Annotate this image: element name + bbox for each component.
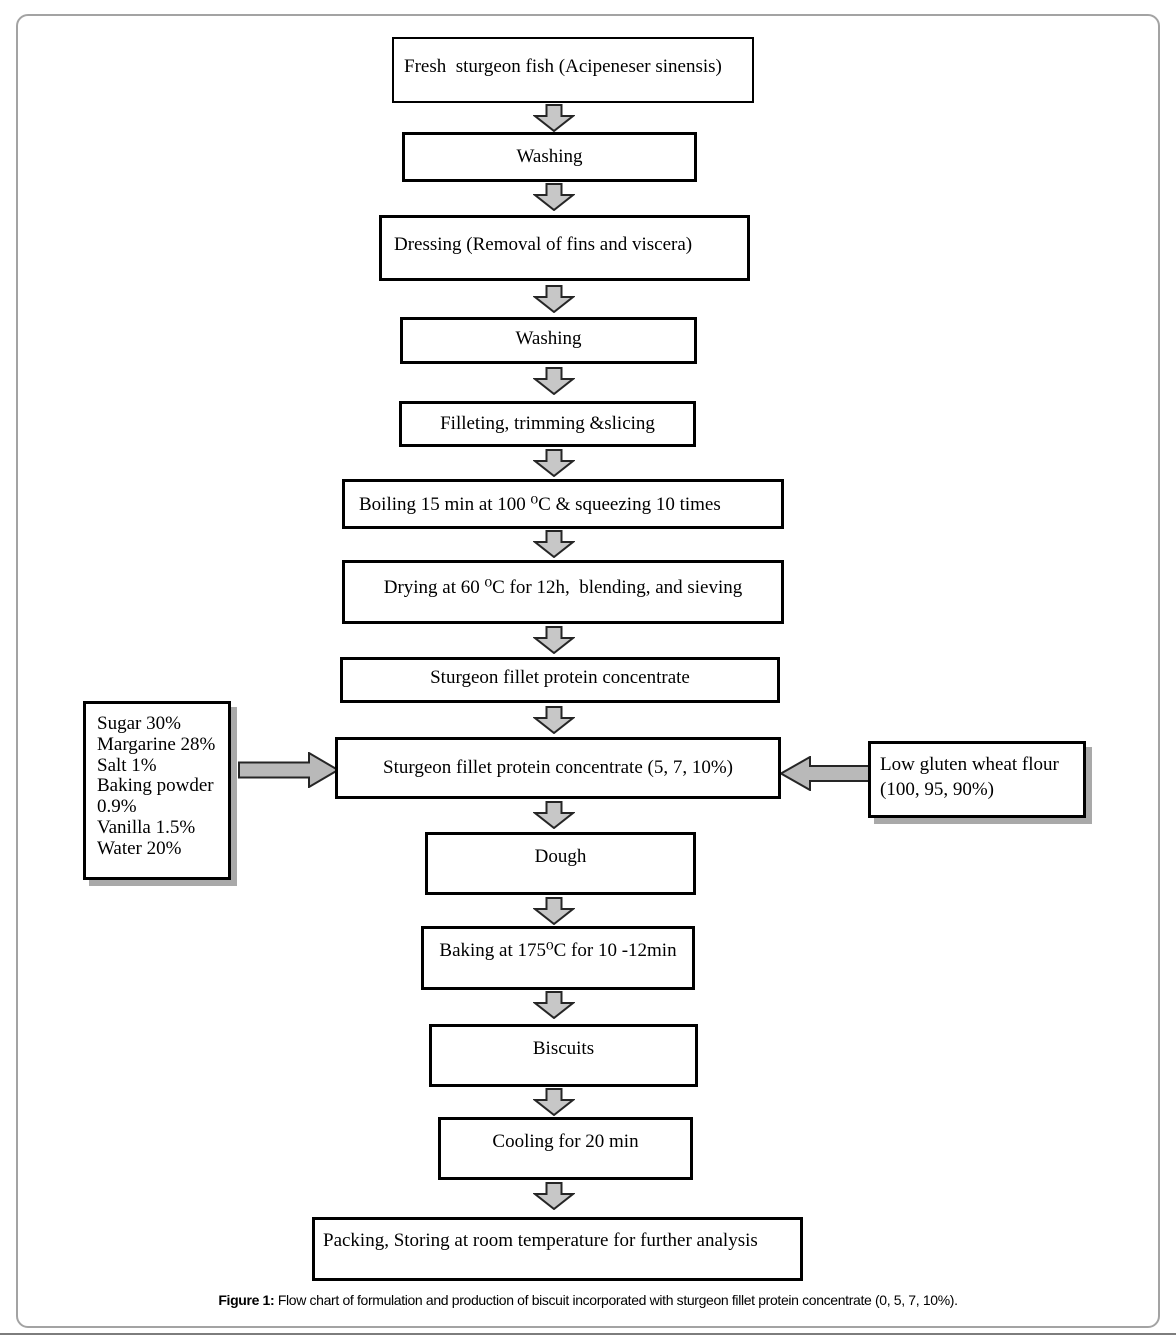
ingredient-line: Baking powder — [97, 775, 214, 797]
down-arrow-icon — [533, 991, 575, 1019]
flow-step-drying: Drying at 60 ⁰C for 12h, blending, and sieving — [342, 560, 784, 624]
figure-caption — [16, 1292, 1160, 1308]
left-arrow-icon — [780, 756, 870, 791]
down-arrow-icon — [533, 367, 575, 395]
flow-step-biscuits: Biscuits — [429, 1024, 698, 1087]
flow-step-cooling: Cooling for 20 min — [438, 1117, 693, 1180]
flow-step-dressing: Dressing (Removal of fins and viscera) — [379, 215, 750, 281]
down-arrow-icon — [533, 1088, 575, 1116]
ingredient-line: Water 20% — [97, 837, 182, 859]
ingredient-line: Margarine 28% — [97, 733, 216, 755]
ingredients-note-box — [83, 701, 231, 880]
flow-step-fresh-fish: Fresh sturgeon fish (Acipeneser sinensis) — [392, 37, 754, 103]
flow-step-packing: Packing, Storing at room temperature for further analysis — [312, 1217, 803, 1281]
flow-step-filleting: Filleting, trimming &slicing — [399, 401, 696, 447]
flow-step-baking: Baking at 175⁰C for 10 -12min — [421, 926, 695, 990]
right-arrow-icon — [238, 752, 339, 788]
figure-caption-text: Flow chart of formulation and production of biscuit incorporated with sturgeon fillet protein concentrate (0, 5, 7, 10%). — [274, 1292, 958, 1308]
flow-step-boiling: Boiling 15 min at 100 ⁰C & squeezing 10 times — [342, 479, 784, 529]
down-arrow-icon — [533, 706, 575, 734]
down-arrow-icon — [533, 285, 575, 313]
down-arrow-icon — [533, 897, 575, 925]
ingredient-line: Vanilla 1.5% — [97, 816, 196, 838]
down-arrow-icon — [533, 801, 575, 829]
flow-step-dough: Dough — [425, 832, 696, 895]
down-arrow-icon — [533, 104, 575, 132]
flour-line: Low gluten wheat flour — [880, 754, 1059, 775]
down-arrow-icon — [533, 530, 575, 558]
flow-step-washing-1: Washing — [402, 132, 697, 182]
down-arrow-icon — [533, 183, 575, 211]
flour-note-box — [868, 741, 1086, 818]
flour-line: (100, 95, 90%) — [880, 779, 994, 800]
figure-caption-label: Figure 1: — [218, 1292, 275, 1308]
ingredient-line: 0.9% — [97, 796, 137, 818]
flow-step-washing-2: Washing — [400, 317, 697, 364]
flow-step-concentrate: Sturgeon fillet protein concentrate — [340, 657, 780, 703]
down-arrow-icon — [533, 626, 575, 654]
bottom-rule — [0, 1333, 1176, 1335]
ingredient-line: Salt 1% — [97, 754, 157, 776]
flow-step-concentrate-mix: Sturgeon fillet protein concentrate (5, 7, 10%) — [335, 737, 781, 799]
down-arrow-icon — [533, 449, 575, 477]
down-arrow-icon — [533, 1182, 575, 1210]
ingredient-line: Sugar 30% — [97, 713, 181, 734]
